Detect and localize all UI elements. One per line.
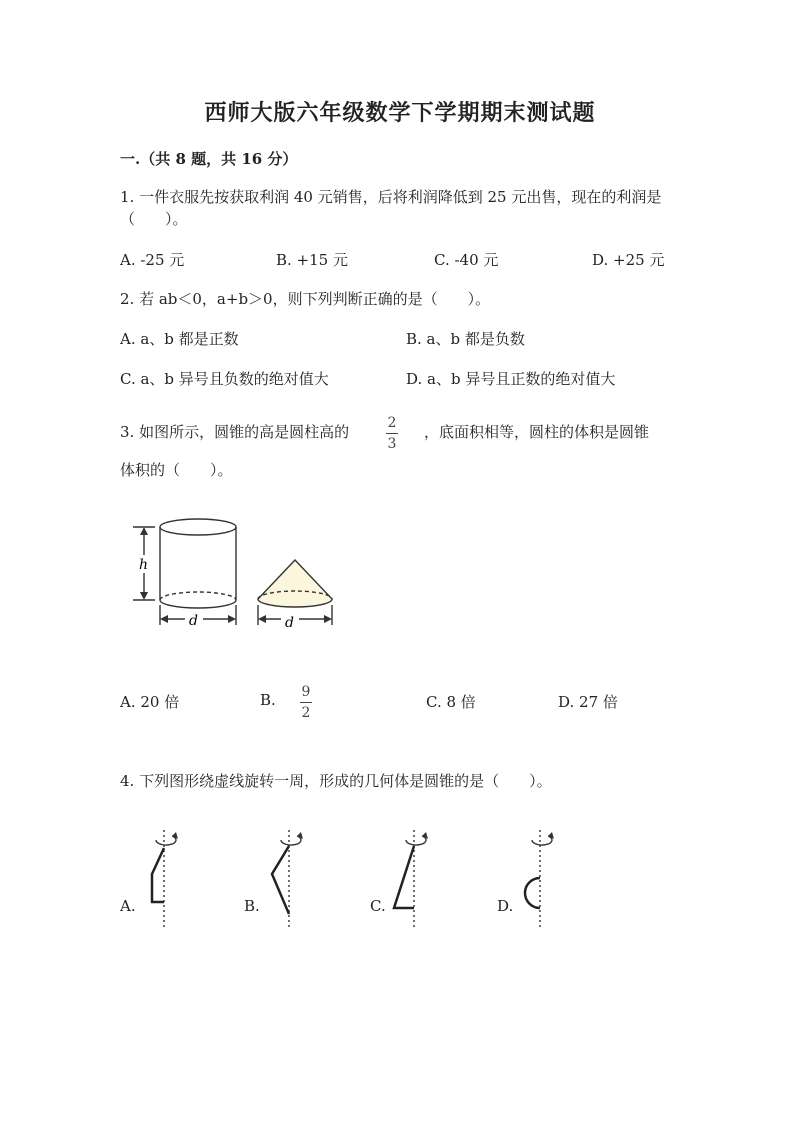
q4-option-c[interactable]: C. (370, 897, 386, 915)
q3-option-b-denominator: 2 (301, 705, 311, 721)
cylinder-top (160, 519, 236, 535)
question-4-text: 4. 下列图形绕虚线旋转一周，形成的几何体是圆锥的是（ ）。 (120, 772, 552, 790)
q2-option-b[interactable]: B. a、b 都是负数 (406, 330, 525, 348)
q4-option-d[interactable]: D. (497, 897, 514, 915)
q3-fraction-denominator: 3 (387, 436, 397, 452)
q1-option-b[interactable]: B. +15 元 (276, 251, 348, 269)
question-2-text: 2. 若 ab＜0，a+b＞0，则下列判断正确的是（ ）。 (120, 290, 491, 308)
question-3-text-part1: 3. 如图所示，圆锥的高是圆柱高的 (120, 423, 350, 441)
q1-option-a[interactable]: A. -25 元 (120, 251, 185, 269)
fraction-bar (300, 702, 312, 703)
label-d-cylinder: d (189, 613, 198, 629)
section-heading: 一.（共 8 题，共 16 分） (120, 150, 298, 168)
q4-figure-a (140, 826, 190, 931)
q3-option-b[interactable]: B. (260, 691, 276, 709)
q3-option-b-fraction (300, 684, 312, 721)
q3-option-a[interactable]: A. 20 倍 (120, 693, 180, 711)
q1-option-c[interactable]: C. -40 元 (434, 251, 499, 269)
q4-option-b[interactable]: B. (244, 897, 260, 915)
q3-option-c[interactable]: C. 8 倍 (426, 693, 476, 711)
q4-figure-b (265, 826, 315, 931)
label-h: h (139, 557, 149, 573)
q1-option-d[interactable]: D. +25 元 (592, 251, 665, 269)
label-d-cone: d (285, 615, 294, 631)
q2-option-a[interactable]: A. a、b 都是正数 (120, 330, 239, 348)
q3-fraction-numerator: 2 (387, 415, 397, 431)
question-3-text-part2: ，底面积相等，圆柱的体积是圆锥 (424, 423, 650, 441)
q4-figure-d (516, 826, 566, 931)
cylinder-cone-figure (125, 515, 345, 640)
q3-option-d[interactable]: D. 27 倍 (558, 693, 618, 711)
page-title: 西师大版六年级数学下学期期末测试题 (204, 100, 596, 126)
fraction-bar (386, 433, 398, 434)
cone-shape (258, 560, 332, 607)
question-3-text-line2: 体积的（ ）。 (120, 461, 233, 479)
q3-option-b-numerator: 9 (301, 684, 311, 700)
q2-option-c[interactable]: C. a、b 异号且负数的绝对值大 (120, 370, 329, 388)
q3-fraction (386, 415, 398, 452)
q2-option-d[interactable]: D. a、b 异号且正数的绝对值大 (406, 370, 616, 388)
q4-figure-c (390, 826, 440, 931)
q4-option-a[interactable]: A. (120, 897, 136, 915)
question-1-text: 1. 一件衣服先按获取利润 40 元销售，后将利润降低到 25 元出售，现在的利润是（ ）。 (120, 188, 662, 228)
